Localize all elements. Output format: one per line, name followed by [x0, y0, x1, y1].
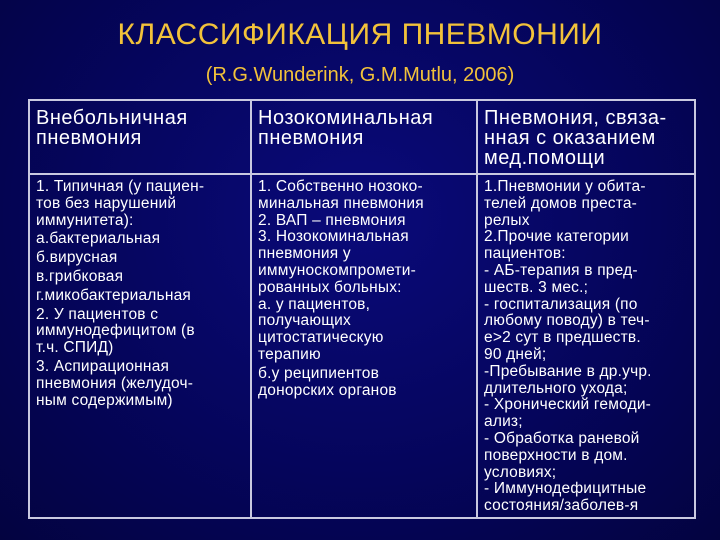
body-line: шеств. 3 мес.; — [484, 278, 589, 296]
header-line: пневмония — [36, 127, 142, 149]
body-line: иммунодефицитом (в — [36, 322, 195, 340]
header-line: мед.помощи — [484, 147, 606, 169]
column-header — [36, 108, 246, 148]
body-line: любому поводу) в теч- — [484, 312, 650, 330]
body-line: длительного ухода; — [484, 379, 628, 397]
column-nosocomial — [252, 101, 478, 517]
body-line: - Иммунодефицитные — [484, 480, 647, 498]
body-line: цитостатическую — [258, 329, 384, 347]
body-line: получающих — [258, 312, 351, 330]
body-line: - госпитализация (по — [484, 295, 638, 313]
header-line: Нозокоминальная — [258, 107, 434, 129]
body-line: 1. Собственно нозоко- — [258, 178, 423, 195]
column-healthcare-associated — [478, 101, 696, 517]
body-line: 3. Нозокоминальная — [258, 228, 409, 246]
column-header — [258, 108, 472, 148]
body-line: условиях; — [484, 463, 557, 481]
column-header — [484, 108, 692, 168]
column-community-acquired — [30, 101, 252, 517]
body-line: - АБ-терапия в пред- — [484, 261, 638, 279]
body-line: иммунитета): — [36, 211, 134, 229]
body-line: 1.Пневмонии у обита- — [484, 178, 646, 195]
body-line: б.у реципиентов — [258, 364, 380, 382]
body-line: 3. Аспирационная — [36, 357, 170, 375]
body-line: -Пребывание в др.учр. — [484, 362, 652, 380]
body-line: пациентов: — [484, 245, 566, 263]
body-line: 2.Прочие категории — [484, 228, 630, 246]
slide-subtitle: (R.G.Wunderink, G.M.Mutlu, 2006) — [205, 64, 515, 86]
column-body — [36, 179, 248, 409]
body-line: ным содержимым) — [36, 391, 173, 409]
header-line: Внебольничная — [36, 107, 188, 129]
body-line: релых — [484, 211, 530, 229]
body-line: иммунoскомпромети- — [258, 261, 416, 279]
slide-title: КЛАССИФИКАЦИЯ ПНЕВМОНИИ — [117, 18, 603, 51]
body-line: т.ч. СПИД) — [36, 339, 114, 357]
body-line: тов без нарушений — [36, 194, 177, 212]
body-line: а. у пациентов, — [258, 295, 371, 313]
body-line: - Обработка раневой — [484, 429, 640, 447]
body-line: пневмония у — [258, 245, 351, 263]
body-line: 1. Типичная (у пациен- — [36, 178, 205, 195]
header-line: пневмония — [258, 127, 364, 149]
body-line: минальная пневмония — [258, 194, 424, 212]
body-line: ализ; — [484, 413, 523, 431]
body-line: е>2 сут в предшеств. — [484, 329, 641, 347]
body-line: 2. У пациентов с — [36, 305, 159, 323]
body-line: донорских органов — [258, 381, 397, 399]
header-line: Пневмония, связа- — [484, 107, 667, 129]
body-line: в.грибковая — [36, 267, 124, 285]
body-line: терапию — [258, 345, 321, 363]
body-line: состояния/заболев-я — [484, 497, 639, 515]
classification-table — [28, 99, 696, 519]
body-line: рованных больных: — [258, 278, 402, 296]
body-line: б.вирусная — [36, 249, 118, 267]
body-line: а.бактериальная — [36, 230, 161, 248]
body-line: поверхности в дом. — [484, 446, 628, 464]
body-line: г.микобактериальная — [36, 286, 191, 304]
column-body — [258, 179, 474, 399]
body-line: 90 дней; — [484, 345, 547, 363]
header-line: нная с оказанием — [484, 127, 656, 149]
body-line: - Хронический гемоди- — [484, 396, 652, 414]
body-line: телей домов преста- — [484, 194, 638, 212]
column-body — [484, 179, 694, 515]
body-line: пневмония (желудоч- — [36, 374, 194, 392]
body-line: 2. ВАП – пневмония — [258, 211, 406, 229]
